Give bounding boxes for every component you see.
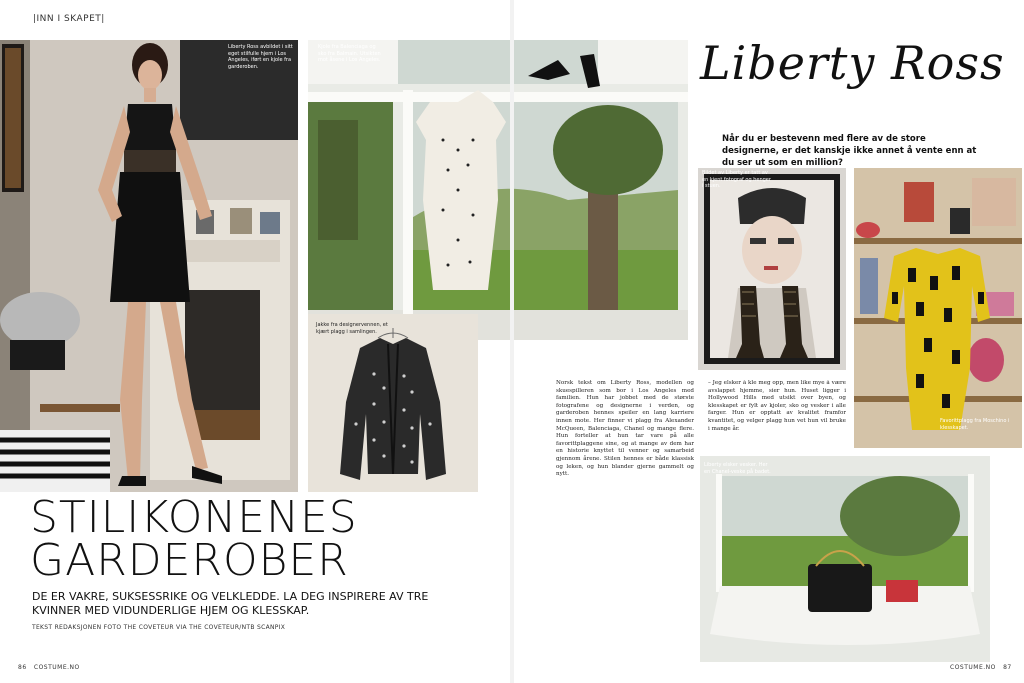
model-portrait-photo — [0, 40, 298, 492]
headline-line-1: STILIKONENES — [30, 492, 358, 543]
intro-text: Når du er bestevenn med flere av de store designerne, er det kanskje ikke annet å vente enn at du ser ut som en million? — [722, 134, 977, 168]
shelf-yellow-jacket-photo — [854, 168, 1022, 448]
folio-right-site: COSTUME.NO — [950, 664, 996, 671]
folio-left-site: COSTUME.NO — [33, 664, 80, 671]
byline: TEKST REDAKSJONEN FOTO THE COVETEUR VIA THE COVETEUR/NTB SCANPIX — [32, 624, 286, 631]
section-tag: |INN I SKAPET| — [33, 14, 105, 24]
shoes-window-photo — [308, 40, 688, 340]
yellow-caption: Favorittplagg fra Moschino i klesskapet. — [940, 418, 1010, 431]
bag-caption: Liberty elsker vesker. Her en Chanel-veske på badet. — [704, 462, 771, 475]
jacket-caption: Jakke fra designervennen, et kjært plagg i samlingen. — [316, 322, 388, 335]
title-script: Liberty Ross — [700, 36, 1005, 90]
heels-caption: Kjole fra Balenciaga og sko fra Balmain. Utsikten mot åsene i Los Angeles. — [318, 44, 381, 63]
headline-line-2: GARDEROBER — [30, 535, 349, 586]
deck-text: DE ER VAKRE, SUKSESSRIKE OG VELKLEDDE. LA DEG INSPIRERE AV TRE KVINNER MED VIDUNDERLIGE HJEM OG KLESSKAP. — [32, 590, 429, 617]
gutter — [510, 0, 514, 683]
jacket-photo — [308, 314, 478, 492]
art-boots-photo — [698, 168, 846, 370]
body-column-2: – Jeg elsker å kle meg opp, men like mye å være avslappet hjemme, sier hun. Huset ligger i Hollywood Hills med utsikt over byen, og klesskapet er fylt av kjoler, sko og vesker i alle farger. Hun er opptatt av kvalitet framfor kvantitet, og velger plagg hun vet hun vil bruke i mange år. — [708, 380, 846, 432]
portrait-caption: Liberty Ross avbildet i sitt eget stilfulle hjem i Los Angeles, iført en kjole fra garderoben. — [228, 44, 293, 70]
folio-right-page: 87 — [1003, 664, 1012, 671]
folio-left-page: 86 — [18, 664, 27, 671]
body-column-1: Norsk tekst om Liberty Ross, modellen og skuespilleren som bor i Los Angeles med familien. Hun har jobbet med de største fotografene og designerne i verden, og garderoben hennes speiler en lang karriere innen mote. Her finner vi plagg fra Alexander McQueen, Balenciaga, Chanel og mange flere. Hun forteller at hun tar vare på alle favorittplaggene sine, og at mange av dem har en historie knyttet til venner og samarbeid gjennom årene. Stilen hennes er både klassisk og leken, og hun blander gjerne gammelt og nytt. — [556, 380, 694, 478]
headline — [30, 492, 358, 586]
folio-right — [950, 664, 1012, 671]
folio-left — [18, 664, 80, 671]
chanel-bag-photo — [700, 456, 990, 662]
art-caption: Bildet av Liberty er tatt av en kjent fotograf og henger i stuen. — [702, 170, 771, 189]
